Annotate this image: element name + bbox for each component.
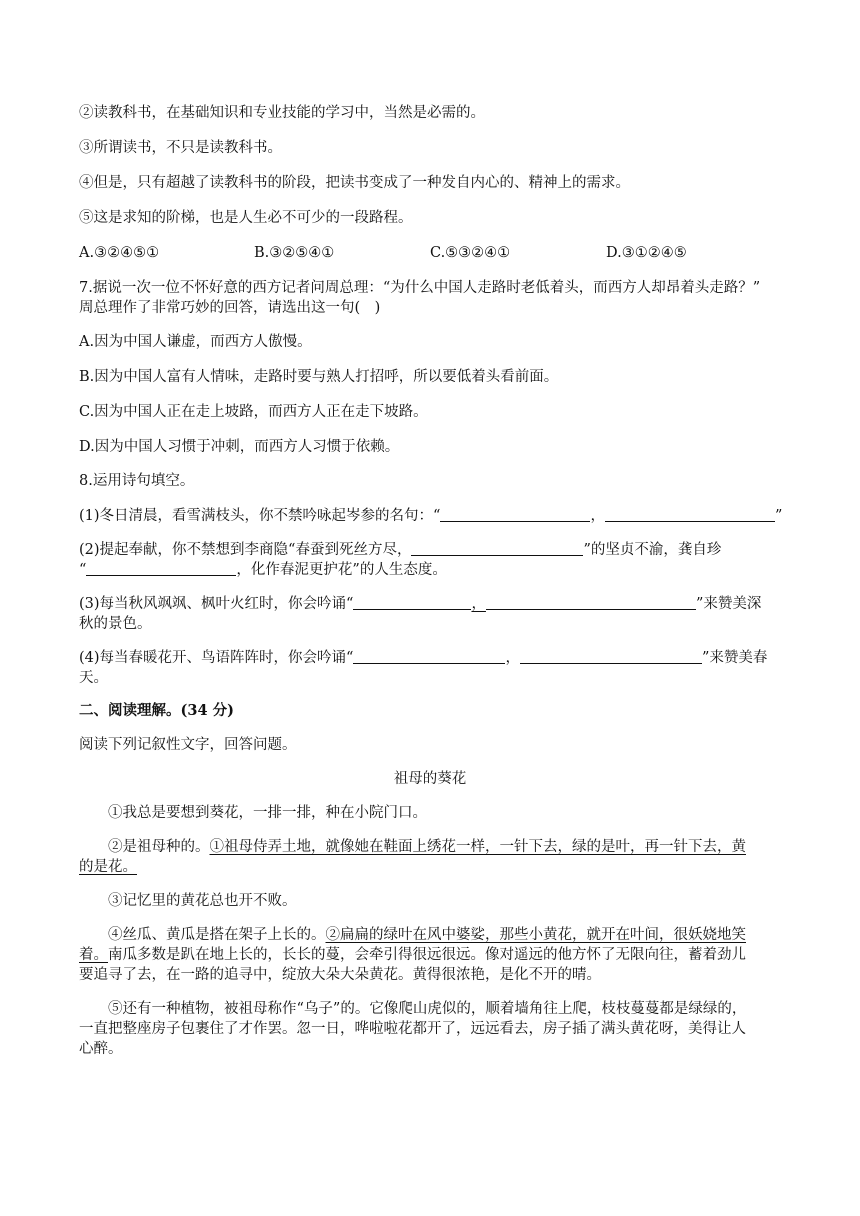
passage-para-4-line3: 要追寻了去，在一路的追寻中，绽放大朵大朵黄花。黄得很浓艳，是化不开的晴。 [79,967,601,983]
q8-part2-line1: (2)提起奉献，你不禁想到李商隐“春蚕到死丝方尽， ”的坚贞不渝，龚自珍 [79,539,789,561]
sentence-5: ⑤这是求知的阶梯，也是人生必不可少的一段路程。 [79,210,413,226]
passage-para-3: ③记忆里的黄花总也开不败。 [108,893,297,909]
q7-option-d: D.因为中国人习惯于冲刺，而西方人习惯于依赖。 [79,439,400,455]
answer-blank[interactable] [353,593,471,610]
q8-part2-line2: “ ，化作春泥更护花”的人生态度。 [79,559,789,581]
answer-blank[interactable] [86,559,236,576]
q7-option-c: C.因为中国人正在走上坡路，而西方人正在走下坡路。 [79,404,428,420]
q7-option-b: B.因为中国人富有人情味，走路时要与熟人打招呼，所以要低着头看前面。 [79,369,559,385]
q8-part3-line1: (3)每当秋风飒飒、枫叶火红时，你会吟诵“ ， ”来赞美深 [79,593,789,615]
sentence-4: ④但是，只有超越了读教科书的阶段，把读书变成了一种发自内心的、精神上的需求。 [79,175,630,191]
reading-instruction: 阅读下列记叙性文字，回答问题。 [79,737,297,753]
passage-title: 祖母的葵花 [393,771,467,787]
q8-title: 8.运用诗句填空。 [79,473,195,489]
passage-para-5-line2: 一直把整座房子包裹住了才作罢。忽一日，哗啦啦花都开了，远远看去，房子插了满头黄花呀，美得让人 [79,1021,746,1037]
sentence-2: ②读教科书，在基础知识和专业技能的学习中，当然是必需的。 [79,105,485,121]
underlined-sentence-1-end: 的是花。 [79,859,137,875]
q7-stem-line1: 7.据说一次一位不怀好意的西方记者问周总理：“为什么中国人走路时老低着头，而西方人却昂着头走路？” [79,280,761,296]
q6-option-a: A.③②④⑤① [79,245,160,261]
underlined-sentence-2-end: 着。 [79,947,108,963]
answer-blank[interactable] [520,647,702,664]
q8-part4-line1: (4)每当春暖花开、鸟语阵阵时，你会吟诵“ ， ”来赞美春 [79,647,789,669]
passage-para-2-line2 [79,856,789,878]
q8-part1: (1)冬日清晨，看雪满枝头，你不禁吟咏起岑参的名句：“ ， ” [79,505,789,527]
passage-para-5-line3: 心醉。 [79,1041,123,1057]
answer-blank[interactable] [353,647,505,664]
passage-para-5-line1: ⑤还有一种植物，被祖母称作“乌子”的。它像爬山虎似的，顺着墙角往上爬，枝枝蔓蔓都是绿绿的， [108,1001,747,1017]
answer-blank[interactable] [411,539,583,556]
section-heading: 二、阅读理解。(34 分) [79,702,234,719]
answer-blank[interactable] [605,505,775,522]
q6-option-b: B.③②⑤④① [254,245,335,261]
q6-option-c: C.⑤③②④① [430,245,511,261]
q6-option-d: D.③①②④⑤ [606,245,687,261]
passage-para-2-line1: ②是祖母种的。①祖母侍弄土地，就像她在鞋面上绣花一样，一针下去，绿的是叶，再一针下去，黄 [108,839,746,855]
underlined-sentence-2: ②扁扁的绿叶在风中婆娑，那些小黄花，就开在叶间，很妖娆地笑 [325,927,746,943]
passage-para-1: ①我总是要想到葵花，一排一排，种在小院门口。 [108,805,427,821]
passage-para-4-line2: 着。南瓜多数是趴在地上长的，长长的蔓，会牵引得很远很远。像对遥远的他方怀了无限向往，蓄着劲儿 [79,947,746,963]
answer-blank[interactable] [486,593,696,610]
answer-blank[interactable] [440,505,590,522]
q7-option-a: A.因为中国人谦虚，而西方人傲慢。 [79,334,312,350]
passage-para-4-line1: ④丝瓜、黄瓜是搭在架子上长的。②扁扁的绿叶在风中婆娑，那些小黄花，就开在叶间，很妖娆地笑 [108,927,746,943]
sentence-3: ③所谓读书，不只是读教科书。 [79,140,282,156]
q8-part4-line2: 天。 [79,670,108,686]
q8-part3-line2: 秋的景色。 [79,616,152,632]
underlined-sentence-1: ①祖母侍弄土地，就像她在鞋面上绣花一样，一针下去，绿的是叶，再一针下去，黄 [209,839,746,855]
q7-stem-line2: 周总理作了非常巧妙的回答，请选出这一句( ) [79,300,381,316]
